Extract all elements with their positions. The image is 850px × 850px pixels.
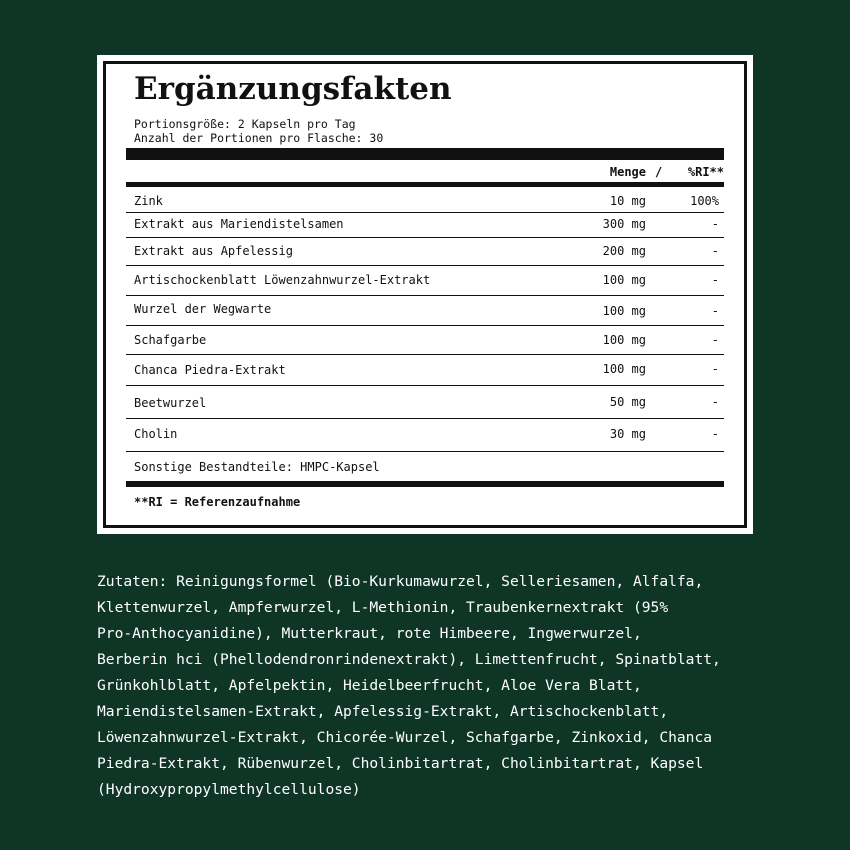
nutrient-name: Wurzel der Wegwarte bbox=[134, 302, 272, 316]
nutrient-name: Beetwurzel bbox=[134, 396, 207, 410]
ingredients-text bbox=[97, 569, 797, 803]
nutrient-name: Artischockenblatt Löwenzahnwurzel-Extrakt bbox=[134, 273, 431, 287]
header-ri: %RI** bbox=[687, 165, 724, 179]
nutrient-ri: - bbox=[711, 304, 719, 318]
nutrient-name: Cholin bbox=[134, 427, 178, 441]
nutrient-name: Zink bbox=[134, 194, 163, 208]
header-rule bbox=[126, 182, 724, 187]
ingredients-line: Grünkohlblatt, Apfelpektin, Heidelbeerfrucht, Aloe Vera Blatt, bbox=[97, 677, 642, 694]
row-divider bbox=[126, 354, 724, 355]
ingredients-line: (Hydroxypropylmethylcellulose) bbox=[97, 781, 361, 798]
row-divider bbox=[126, 212, 724, 213]
ingredients-line: Zutaten: Reinigungsformel (Bio-Kurkumawurzel, Selleriesamen, Alfalfa, bbox=[97, 573, 704, 590]
other-ingredients: Sonstige Bestandteile: HMPC-Kapsel bbox=[134, 460, 380, 474]
nutrient-ri: - bbox=[711, 395, 719, 409]
nutrient-amount: 100 mg bbox=[602, 333, 646, 347]
nutrient-ri: - bbox=[711, 362, 719, 376]
top-thick-rule bbox=[126, 148, 724, 160]
nutrient-name: Extrakt aus Apfelessig bbox=[134, 244, 293, 258]
nutrient-ri: - bbox=[711, 244, 719, 258]
ingredients-line: Pro-Anthocyanidine), Mutterkraut, rote Himbeere, Ingwerwurzel, bbox=[97, 625, 642, 642]
nutrient-amount: 100 mg bbox=[602, 273, 646, 287]
row-divider bbox=[126, 385, 724, 386]
ingredients-line: Piedra-Extrakt, Rübenwurzel, Cholinbitartrat, Cholinbitartrat, Kapsel bbox=[97, 755, 704, 772]
nutrient-name: Schafgarbe bbox=[134, 333, 207, 347]
nutrient-ri: 100% bbox=[690, 194, 719, 208]
row-divider bbox=[126, 325, 724, 326]
bottom-thick-rule bbox=[126, 481, 724, 487]
header-separator: / bbox=[655, 165, 663, 179]
supplement-facts-label bbox=[97, 55, 753, 534]
ingredients-line: Berberin hci (Phellodendronrindenextrakt), Limettenfrucht, Spinatblatt, bbox=[97, 651, 721, 668]
row-divider bbox=[126, 451, 724, 452]
nutrient-amount: 50 mg bbox=[609, 395, 646, 409]
nutrient-amount: 200 mg bbox=[602, 244, 646, 258]
header-amount: Menge bbox=[609, 165, 646, 179]
nutrient-amount: 100 mg bbox=[602, 304, 646, 318]
nutrient-amount: 100 mg bbox=[602, 362, 646, 376]
nutrient-name: Extrakt aus Mariendistelsamen bbox=[134, 217, 344, 231]
servings-per-container: Anzahl der Portionen pro Flasche: 30 bbox=[134, 131, 384, 145]
row-divider bbox=[126, 418, 724, 419]
nutrient-amount: 10 mg bbox=[609, 194, 646, 208]
serving-info bbox=[134, 117, 383, 145]
nutrient-name: Chanca Piedra-Extrakt bbox=[134, 363, 286, 377]
row-divider bbox=[126, 237, 724, 238]
serving-size: Portionsgröße: 2 Kapseln pro Tag bbox=[134, 117, 356, 131]
ri-footnote: **RI = Referenzaufnahme bbox=[134, 495, 301, 509]
nutrient-ri: - bbox=[711, 217, 719, 231]
nutrient-amount: 300 mg bbox=[602, 217, 646, 231]
nutrient-ri: - bbox=[711, 273, 719, 287]
row-divider bbox=[126, 265, 724, 266]
ingredients-line: Klettenwurzel, Ampferwurzel, L-Methionin, Traubenkernextrakt (95% bbox=[97, 599, 669, 616]
nutrient-amount: 30 mg bbox=[609, 427, 646, 441]
nutrient-ri: - bbox=[711, 427, 719, 441]
ingredients-line: Mariendistelsamen-Extrakt, Apfelessig-Extrakt, Artischockenblatt, bbox=[97, 703, 669, 720]
row-divider bbox=[126, 295, 724, 296]
nutrient-ri: - bbox=[711, 333, 719, 347]
label-title: Ergänzungsfakten bbox=[134, 71, 452, 107]
ingredients-line: Löwenzahnwurzel-Extrakt, Chicorée-Wurzel, Schafgarbe, Zinkoxid, Chanca bbox=[97, 729, 713, 746]
